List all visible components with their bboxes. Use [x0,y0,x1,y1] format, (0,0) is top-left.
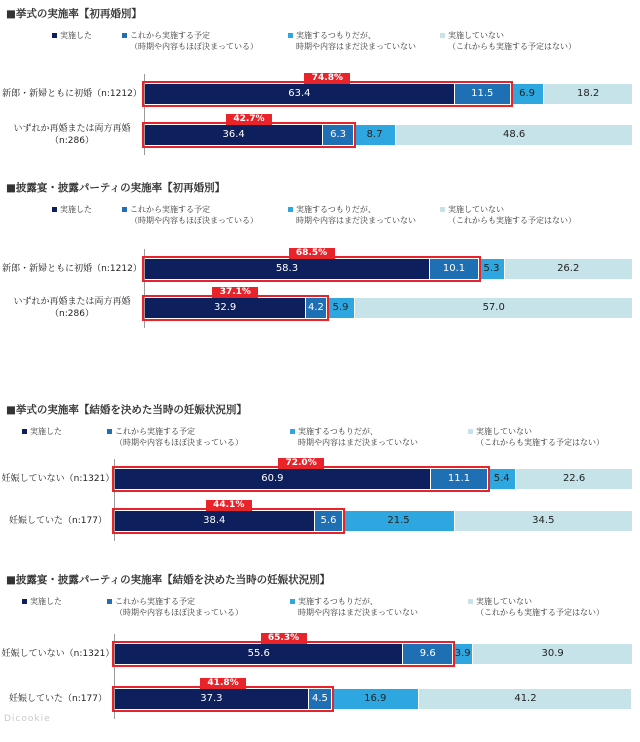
bar-segment: 9.6 [402,644,452,664]
legend-label: これから実施する予定 （時期や内容もほぼ決まっている） [130,205,258,225]
chart-title: ■挙式の実施率【結婚を決めた当時の妊娠状況別】 [6,404,247,416]
legend-label: 実施するつもりだが、 時期や内容はまだ決まっていない [296,31,416,51]
legend-swatch-1 [52,33,57,38]
highlight-value-tag: 72.0% [278,458,324,469]
legend-swatch-1 [22,599,27,604]
legend-swatch-2 [122,33,127,38]
legend-swatch-3 [288,33,293,38]
highlight-value-tag: 44.1% [206,500,252,511]
legend-label: 実施した [60,205,92,214]
chart-title: ■挙式の実施率【初再婚別】 [6,8,142,20]
highlight-outline [142,122,356,148]
bar-segment: 57.0 [354,298,632,318]
bar-segment: 10.1 [429,259,478,279]
chart-panel-2 [0,180,640,350]
legend-swatch-4 [468,429,473,434]
bar-segment: 22.6 [515,469,632,489]
legend-label: 実施するつもりだが、 時期や内容はまだ決まっていない [298,597,418,617]
highlight-value-tag: 42.7% [226,114,272,125]
highlight-outline [142,295,329,321]
bar-segment: 41.2 [418,689,631,709]
bar-segment: 38.4 [115,511,314,531]
highlight-outline [112,466,490,492]
bar-segment: 5.4 [487,469,515,489]
bar-segment: 18.2 [543,84,632,104]
legend-swatch-1 [52,207,57,212]
chart-panel-1 [0,6,640,176]
legend-swatch-4 [468,599,473,604]
category-label: 新郎・新婦ともに初婚（n:1212） [2,264,142,274]
highlight-outline [112,508,345,534]
highlight-outline [142,256,481,282]
category-label: いずれか再婚または両方再婚 （n:286） [13,124,131,146]
bar-segment: 11.5 [454,84,510,104]
highlight-value-tag: 65.3% [261,633,307,644]
bar-segment: 11.1 [430,469,487,489]
bar-segment: 37.3 [115,689,308,709]
bar-segment: 26.2 [504,259,632,279]
highlight-outline [112,686,334,712]
bar-segment: 30.9 [472,644,632,664]
highlight-value-tag: 68.5% [289,248,335,259]
legend-label: 実施するつもりだが、 時期や内容はまだ決まっていない [296,205,416,225]
highlight-outline [112,641,455,667]
legend-label: 実施した [30,597,62,606]
category-label: 妊娠していない（n:1321） [1,649,115,659]
legend-swatch-4 [440,33,445,38]
legend-swatch-2 [107,429,112,434]
bar-segment: 36.4 [145,125,322,145]
category-label: 新郎・新婦ともに初婚（n:1212） [2,89,142,99]
legend-label: 実施していない （これからも実施する予定はない） [476,427,604,447]
bar-segment: 6.9 [510,84,544,104]
highlight-value-tag: 41.8% [200,678,246,689]
bar-segment: 60.9 [115,469,430,489]
legend-label: 実施していない （これからも実施する予定はない） [448,31,576,51]
legend-swatch-2 [107,599,112,604]
bar-segment: 16.9 [331,689,418,709]
legend-swatch-2 [122,207,127,212]
highlight-value-tag: 74.8% [304,73,350,84]
chart-panel-4 [0,572,640,742]
legend-label: これから実施する予定 （時期や内容もほぼ決まっている） [115,427,243,447]
legend-swatch-3 [290,599,295,604]
bar-segment: 5.3 [478,259,504,279]
category-label: いずれか再婚または両方再婚 （n:286） [13,297,131,319]
bar-segment: 58.3 [145,259,429,279]
category-label: 妊娠していた（n:177） [9,516,107,526]
legend-label: 実施していない （これからも実施する予定はない） [448,205,576,225]
bar-segment: 48.6 [395,125,632,145]
bar-segment: 55.6 [115,644,402,664]
bar-segment: 3.9 [452,644,472,664]
bar-segment: 34.5 [454,511,632,531]
highlight-value-tag: 37.1% [212,287,258,298]
legend-label: 実施するつもりだが、 時期や内容はまだ決まっていない [298,427,418,447]
category-label: 妊娠していた（n:177） [9,694,107,704]
bar-segment: 6.3 [322,125,353,145]
legend-swatch-4 [440,207,445,212]
bar-segment: 8.7 [353,125,395,145]
legend-swatch-3 [290,429,295,434]
bar-segment: 63.4 [145,84,454,104]
legend-swatch-1 [22,429,27,434]
legend-label: これから実施する予定 （時期や内容もほぼ決まっている） [115,597,243,617]
watermark-text: Dicookie [4,714,51,724]
highlight-outline [142,81,513,107]
bar-segment: 21.5 [342,511,453,531]
legend-label: 実施した [30,427,62,436]
chart-title: ■披露宴・披露パーティの実施率【結婚を決めた当時の妊娠状況別】 [6,574,331,586]
chart-title: ■披露宴・披露パーティの実施率【初再婚別】 [6,182,226,194]
legend-swatch-3 [288,207,293,212]
legend-label: 実施していない （これからも実施する予定はない） [476,597,604,617]
legend-label: 実施した [60,31,92,40]
category-label: 妊娠していない（n:1321） [1,474,115,484]
chart-panel-3 [0,402,640,572]
legend-label: これから実施する予定 （時期や内容もほぼ決まっている） [130,31,258,51]
bar-segment: 4.5 [308,689,331,709]
bar-segment: 32.9 [145,298,305,318]
bar-segment: 5.9 [326,298,355,318]
bar-segment: 4.2 [305,298,325,318]
bar-segment: 5.6 [314,511,343,531]
